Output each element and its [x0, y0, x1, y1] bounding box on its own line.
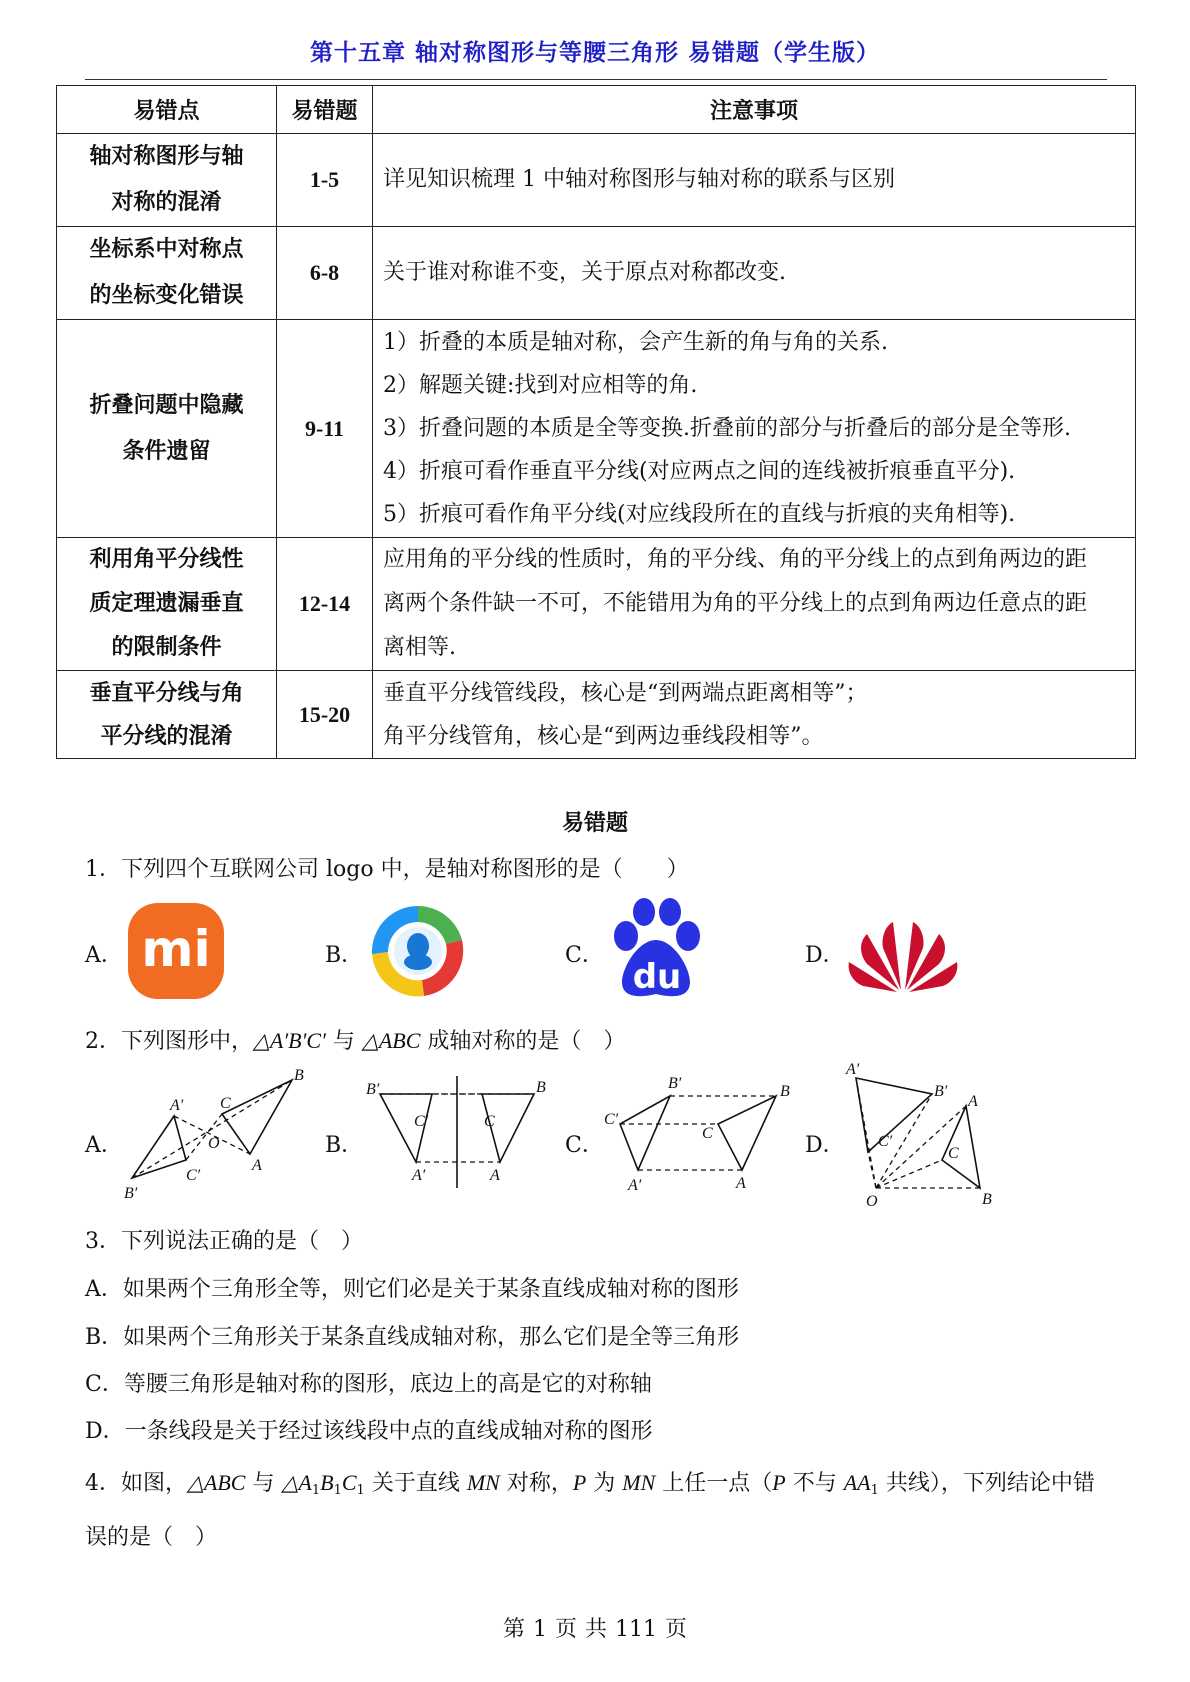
- svg-text:A′: A′: [412, 1167, 426, 1184]
- q3-option-b: B．如果两个三角形关于某条直线成轴对称，那么它们是全等三角形: [85, 1325, 740, 1350]
- svg-text:C: C: [948, 1145, 959, 1162]
- header-notes: 注意事项: [373, 86, 1136, 134]
- row-notes: 关于谁对称谁不变，关于原点对称都改变.: [373, 227, 1136, 320]
- question-4-stem: 4．如图，△ABC 与 $\triangle A_1B_1C_1$ 关于直线 MN 对称，P 为 MN 上任一点（P 不与 $AA_1$ 共线），下列结论中错: [85, 1470, 1095, 1498]
- svg-text:A′: A′: [628, 1177, 642, 1194]
- section-title: 易错题: [561, 811, 628, 836]
- tencent-news-logo-icon: [364, 900, 472, 1004]
- q1-option-a-label: A．: [85, 943, 123, 968]
- svg-text:B: B: [536, 1079, 546, 1096]
- header-point: 易错点: [57, 86, 277, 134]
- baidu-logo-text: du: [632, 957, 682, 997]
- q3-option-c: C．等腰三角形是轴对称的图形，底边上的高是它的对称轴: [85, 1372, 652, 1397]
- total-pages: 111: [615, 1617, 658, 1642]
- question-2-stem: 2．下列图形中，△A′B′C′ 与 △ABC 成轴对称的是（ ）: [85, 1028, 626, 1054]
- huawei-logo-icon: [845, 912, 961, 994]
- current-page: 1: [532, 1617, 547, 1642]
- baidu-logo-icon: [608, 898, 704, 1002]
- row-point: 垂直平分线与角 平分线的混淆: [57, 671, 277, 759]
- question-4-line2: 误的是（ ）: [85, 1525, 218, 1550]
- svg-text:B: B: [780, 1083, 790, 1100]
- header-range: 易错题: [277, 86, 373, 134]
- row-point: 利用角平分线性 质定理遗漏垂直 的限制条件: [57, 538, 277, 671]
- svg-text:C′: C′: [878, 1133, 893, 1150]
- table-row: [57, 134, 1136, 227]
- row-range: 15-20: [277, 671, 373, 759]
- row-point: 坐标系中对称点 的坐标变化错误: [57, 227, 277, 320]
- svg-text:A′: A′: [170, 1097, 184, 1114]
- question-3-stem: 3．下列说法正确的是（ ）: [85, 1229, 363, 1254]
- svg-text:O: O: [866, 1193, 878, 1210]
- q2-figure-c: [604, 1066, 804, 1196]
- svg-text:B′: B′: [668, 1075, 682, 1092]
- q2-option-a-label: A．: [85, 1133, 123, 1158]
- xiaomi-logo-text: mi: [141, 920, 211, 978]
- q2-option-d-label: D．: [805, 1133, 845, 1158]
- svg-text:A: A: [252, 1157, 262, 1174]
- q2-figure-a: [120, 1068, 320, 1208]
- svg-text:A: A: [968, 1093, 978, 1110]
- svg-text:A: A: [490, 1167, 500, 1184]
- svg-text:B′: B′: [124, 1185, 138, 1202]
- svg-text:B′: B′: [934, 1083, 948, 1100]
- table-header-row: [57, 86, 1136, 134]
- q1-option-c-label: C．: [565, 943, 604, 968]
- title-rule: [85, 79, 1107, 80]
- row-notes: 详见知识梳理 1 中轴对称图形与轴对称的联系与区别: [373, 134, 1136, 227]
- q2-figure-d: [840, 1062, 1010, 1212]
- row-range: 9-11: [277, 320, 373, 538]
- row-range: 6-8: [277, 227, 373, 320]
- row-range: 12-14: [277, 538, 373, 671]
- svg-text:B′: B′: [366, 1081, 380, 1098]
- q1-option-b-label: B．: [325, 943, 364, 968]
- svg-text:C: C: [220, 1095, 231, 1112]
- svg-text:C′: C′: [186, 1167, 201, 1184]
- row-notes: 1）折叠的本质是轴对称，会产生新的角与角的关系. 2）解题关键:找到对应相等的角. 3）折叠问题的本质是全等变换.折叠前的部分与折叠后的部分是全等形. 4）折痕可看作垂直平分线(对应两点之间的连线被折痕垂直平分). 5）折痕可看作角平分线(对应线段所在的直线与折痕的夹角相等).: [373, 320, 1136, 538]
- row-notes: 垂直平分线管线段，核心是“到两端点距离相等”； 角平分线管角，核心是“到两边垂线段相等”。: [373, 671, 1136, 759]
- svg-text:A: A: [736, 1175, 746, 1192]
- row-point: 轴对称图形与轴 对称的混淆: [57, 134, 277, 227]
- error-table: [56, 85, 1136, 759]
- q3-option-d: D．一条线段是关于经过该线段中点的直线成轴对称的图形: [85, 1419, 653, 1444]
- svg-text:B: B: [294, 1068, 304, 1084]
- q2-figure-b: [362, 1068, 552, 1198]
- svg-text:O: O: [208, 1135, 220, 1152]
- q2-option-c-label: C．: [565, 1133, 604, 1158]
- svg-text:C′: C′: [604, 1111, 619, 1128]
- svg-text:A′: A′: [846, 1062, 860, 1078]
- q1-option-d-label: D．: [805, 943, 845, 968]
- svg-text:B: B: [982, 1191, 992, 1208]
- page-footer: 第 1 页 共 111 页: [502, 1617, 688, 1642]
- table-row: [57, 227, 1136, 320]
- svg-text:C′: C′: [414, 1113, 429, 1130]
- q2-option-b-label: B．: [325, 1133, 364, 1158]
- row-range: 1-5: [277, 134, 373, 227]
- page-title: 第十五章 轴对称图形与等腰三角形 易错题（学生版）: [309, 40, 880, 66]
- row-notes: 应用角的平分线的性质时，角的平分线、角的平分线上的点到角两边的距 离两个条件缺一不可，不能错用为角的平分线上的点到角两边任意点的距 离相等.: [373, 538, 1136, 671]
- table-row: [57, 538, 1136, 671]
- question-1-stem: 1．下列四个互联网公司 logo 中，是轴对称图形的是（ ）: [85, 857, 689, 882]
- table-row: [57, 320, 1136, 538]
- table-row: [57, 671, 1136, 759]
- svg-text:C: C: [702, 1125, 713, 1142]
- xiaomi-logo-icon: [128, 903, 224, 999]
- q3-option-a: A．如果两个三角形全等，则它们必是关于某条直线成轴对称的图形: [85, 1277, 739, 1302]
- row-point: 折叠问题中隐藏 条件遗留: [57, 320, 277, 538]
- svg-text:C: C: [484, 1113, 495, 1130]
